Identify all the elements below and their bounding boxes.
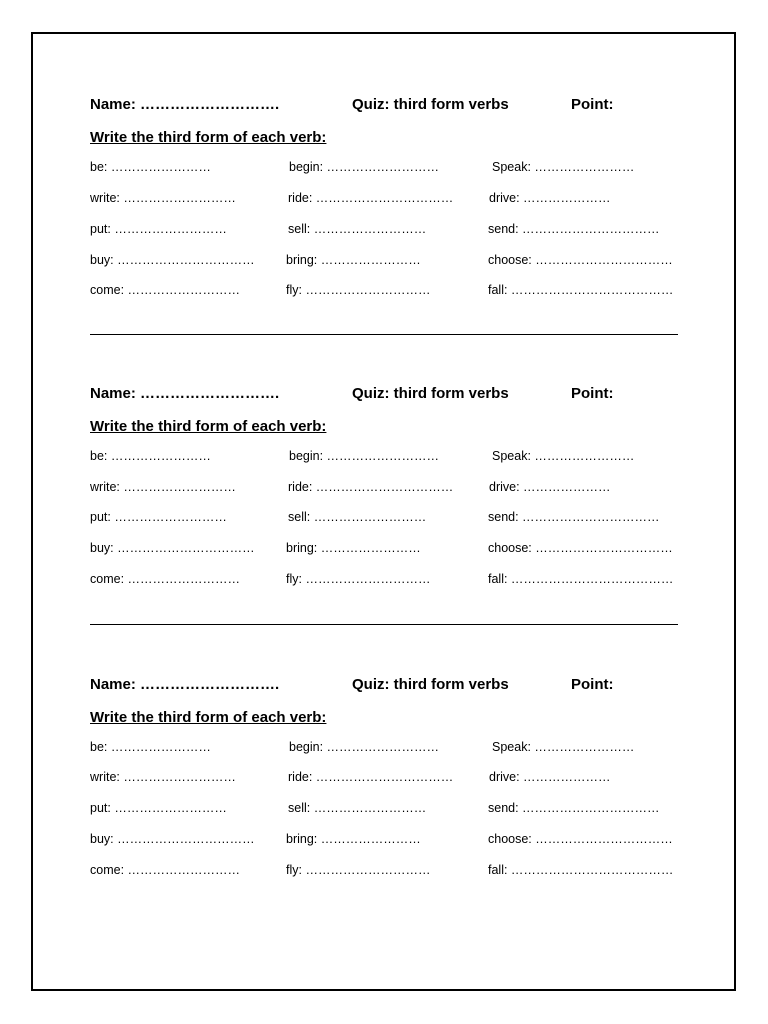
verb-item: fly: …………………………: [286, 283, 431, 297]
verb-item: send: ……………………………: [488, 510, 660, 524]
verb-item: sell: ………………………: [288, 510, 427, 524]
verb-item: write: ………………………: [90, 480, 236, 494]
verb-item: fly: …………………………: [286, 572, 431, 586]
verb-item: Speak: ……………………: [492, 160, 635, 174]
quiz-title: Quiz: third form verbs: [352, 676, 509, 693]
verb-item: begin: ………………………: [289, 160, 440, 174]
verb-item: write: ………………………: [90, 191, 236, 205]
instruction: Write the third form of each verb:: [90, 418, 327, 435]
quiz-header: [90, 676, 680, 698]
verb-grid: [90, 448, 680, 608]
verb-item: be: ……………………: [90, 160, 211, 174]
verb-item: sell: ………………………: [288, 801, 427, 815]
name-field-label: Name: ……………………….: [90, 676, 280, 693]
verb-item: Speak: ……………………: [492, 740, 635, 754]
instruction: Write the third form of each verb:: [90, 129, 327, 146]
verb-item: ride: ……………………………: [288, 480, 454, 494]
verb-item: drive: …………………: [489, 770, 611, 784]
instruction: Write the third form of each verb:: [90, 709, 327, 726]
verb-item: come: ………………………: [90, 572, 241, 586]
quiz-section-3: [90, 676, 680, 926]
quiz-title: Quiz: third form verbs: [352, 96, 509, 113]
verb-item: send: ……………………………: [488, 801, 660, 815]
verb-item: fall: …………………………………: [488, 863, 674, 877]
verb-grid: [90, 159, 680, 319]
verb-item: come: ………………………: [90, 283, 241, 297]
verb-grid: [90, 739, 680, 899]
quiz-header: [90, 385, 680, 407]
quiz-title: Quiz: third form verbs: [352, 385, 509, 402]
verb-item: buy: ……………………………: [90, 832, 255, 846]
verb-item: drive: …………………: [489, 191, 611, 205]
verb-item: buy: ……………………………: [90, 253, 255, 267]
verb-item: fly: …………………………: [286, 863, 431, 877]
verb-item: buy: ……………………………: [90, 541, 255, 555]
verb-item: choose: ……………………………: [488, 832, 673, 846]
verb-item: choose: ……………………………: [488, 253, 673, 267]
point-label: Point:: [571, 96, 614, 113]
verb-item: sell: ………………………: [288, 222, 427, 236]
verb-item: begin: ………………………: [289, 740, 440, 754]
quiz-section-2: [90, 385, 680, 635]
section-divider: [90, 334, 678, 335]
verb-item: fall: …………………………………: [488, 572, 674, 586]
verb-item: be: ……………………: [90, 740, 211, 754]
verb-item: be: ……………………: [90, 449, 211, 463]
name-field-label: Name: ……………………….: [90, 96, 280, 113]
point-label: Point:: [571, 676, 614, 693]
verb-item: put: ………………………: [90, 510, 227, 524]
verb-item: ride: ……………………………: [288, 191, 454, 205]
section-divider: [90, 624, 678, 625]
verb-item: Speak: ……………………: [492, 449, 635, 463]
verb-item: begin: ………………………: [289, 449, 440, 463]
verb-item: come: ………………………: [90, 863, 241, 877]
verb-item: ride: ……………………………: [288, 770, 454, 784]
verb-item: put: ………………………: [90, 801, 227, 815]
point-label: Point:: [571, 385, 614, 402]
verb-item: bring: ……………………: [286, 832, 421, 846]
verb-item: write: ………………………: [90, 770, 236, 784]
quiz-section-1: [90, 96, 680, 346]
name-field-label: Name: ……………………….: [90, 385, 280, 402]
verb-item: bring: ……………………: [286, 541, 421, 555]
verb-item: drive: …………………: [489, 480, 611, 494]
verb-item: choose: ……………………………: [488, 541, 673, 555]
verb-item: bring: ……………………: [286, 253, 421, 267]
verb-item: fall: …………………………………: [488, 283, 674, 297]
verb-item: send: ……………………………: [488, 222, 660, 236]
quiz-header: [90, 96, 680, 118]
verb-item: put: ………………………: [90, 222, 227, 236]
